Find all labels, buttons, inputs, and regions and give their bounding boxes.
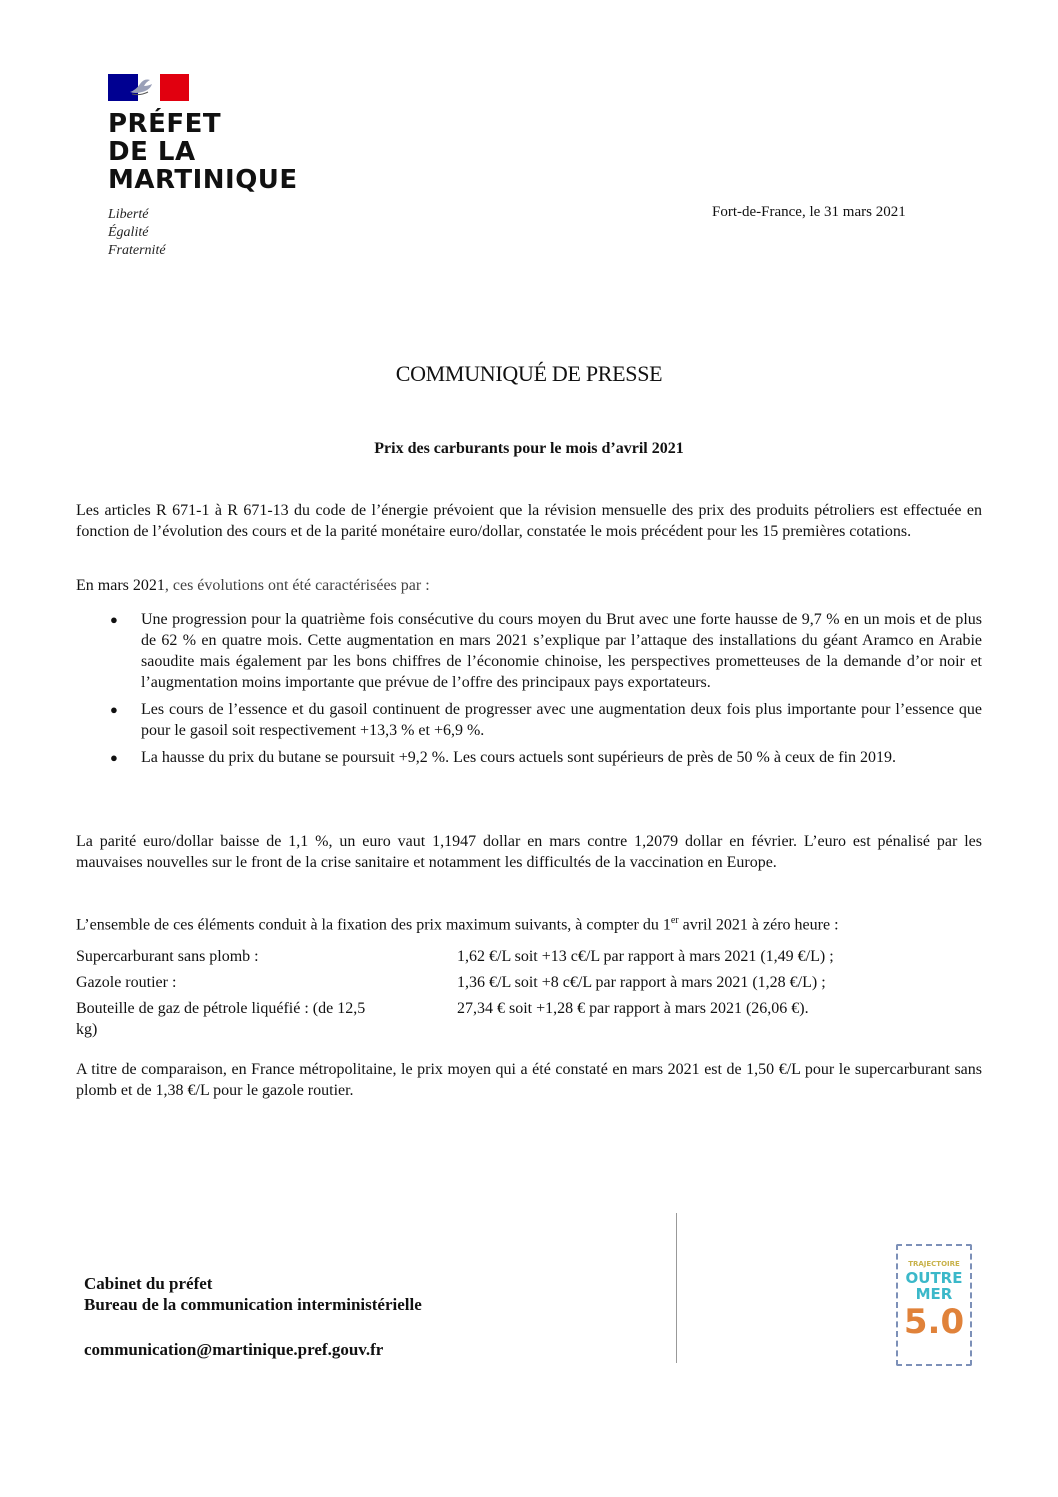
logo-text: TRAJECTOIRE (908, 1260, 960, 1268)
evolution-list (76, 609, 982, 774)
logo-text: 5.0 (903, 1302, 965, 1342)
prefecture-logo (108, 74, 328, 264)
document-title: COMMUNIQUÉ DE PRESSE (395, 361, 663, 386)
footer-cabinet: Cabinet du préfet (84, 1274, 213, 1293)
bullet-icon: ● (110, 612, 118, 627)
prices-intro-paragraph (76, 910, 982, 935)
marianne-flag-icon (108, 74, 189, 101)
dateline: Fort-de-France, le 31 mars 2021 (712, 204, 906, 220)
price-value-gazole: 1,36 €/L soit +8 c€/L par rapport à mars 2021 (1,28 €/L) ; (457, 974, 826, 991)
motto-line: Fraternité (108, 243, 166, 258)
price-label-sp: Supercarburant sans plomb : (76, 948, 259, 965)
motto-line: Égalité (108, 225, 149, 240)
parity-paragraph: La parité euro/dollar baisse de 1,1 %, un euro vaut 1,1947 dollar en mars contre 1,2079 dollar en février. L’euro est pénalisé par les mauvaises nouvelles sur le front de la crise sanitaire et notamment les difficultés de la vaccination en Europe. (76, 833, 982, 871)
prefecture-name-line: MARTINIQUE (108, 165, 298, 195)
march-paragraph (76, 575, 982, 596)
footer-bureau: Bureau de la communication interministérielle (84, 1295, 422, 1314)
trajectoire-outremer-logo (896, 1244, 972, 1366)
price-label-gpl: Bouteille de gaz de pétrole liquéfié : (de 12,5 kg) (76, 1000, 366, 1038)
list-item (76, 609, 982, 693)
list-item-text: La hausse du prix du butane se poursuit +9,2 %. Les cours actuels sont supérieurs de près de 50 % à ceux de fin 2019. (141, 749, 897, 766)
document-subtitle: Prix des carburants pour le mois d’avril 2021 (374, 440, 684, 457)
ordinal-suffix: er (670, 915, 679, 926)
price-value-gpl: 27,34 € soit +1,28 € par rapport à mars 2021 (26,06 €). (457, 1000, 809, 1017)
comparison-paragraph: A titre de comparaison, en France métropolitaine, le prix moyen qui a été constaté en mars 2021 est de 1,50 €/L pour le supercarburant sans plomb et de 1,38 €/L pour le gazole routier. (76, 1061, 982, 1099)
list-item-text: Les cours de l’essence et du gasoil continuent de progresser avec une augmentation deux fois plus importante pour l’essence que pour le gasoil soit respectivement +13,3 % et +6,9 %. (141, 701, 982, 739)
footer-divider (676, 1213, 677, 1363)
logo-text: OUTRE (905, 1269, 963, 1287)
list-item (76, 747, 982, 768)
price-label-gazole: Gazole routier : (76, 974, 177, 991)
prices-intro-text-end: avril 2021 à zéro heure : (678, 916, 839, 934)
prefecture-name-line: DE LA (108, 137, 196, 167)
price-value-sp: 1,62 €/L soit +13 c€/L par rapport à mars 2021 (1,49 €/L) ; (457, 948, 834, 965)
prices-intro-text: L’ensemble de ces éléments conduit à la fixation des prix maximum suivants, à compter du 1 (76, 916, 671, 934)
prefecture-name-line: PRÉFET (108, 109, 222, 139)
logo-text: MER (915, 1285, 953, 1303)
footer-email-link[interactable]: communication@martinique.pref.gouv.fr (84, 1340, 384, 1359)
bullet-icon: ● (110, 750, 118, 765)
march-rest: , ces évolutions ont été caractérisées par : (164, 577, 430, 594)
list-item (76, 699, 982, 741)
bullet-icon: ● (110, 702, 118, 717)
motto-line: Liberté (108, 207, 149, 222)
march-lead: En mars 2021 (76, 577, 165, 594)
intro-paragraph: Les articles R 671-1 à R 671-13 du code de l’énergie prévoient que la révision mensuelle des prix des produits pétroliers est effectuée en fonction de l’évolution des cours et de la parité monétaire euro/dollar, constatée le mois précédent pour les 15 premières cotations. (76, 502, 982, 540)
list-item-text: Une progression pour la quatrième fois consécutive du cours moyen du Brut avec une forte hausse de 9,7 % en un mois et de plus de 62 % en quatre mois. Cette augmentation en mars 2021 s’explique par l’attaque des installations du géant Aramco en Arabie saoudite mais également par les bons chiffres de l’économie chinoise, les perspectives prometteuses de la demande d’or noir et l’augmentation moins importante que prévue de l’offre des principaux pays exportateurs. (141, 611, 982, 691)
footer-contact (84, 1273, 422, 1315)
